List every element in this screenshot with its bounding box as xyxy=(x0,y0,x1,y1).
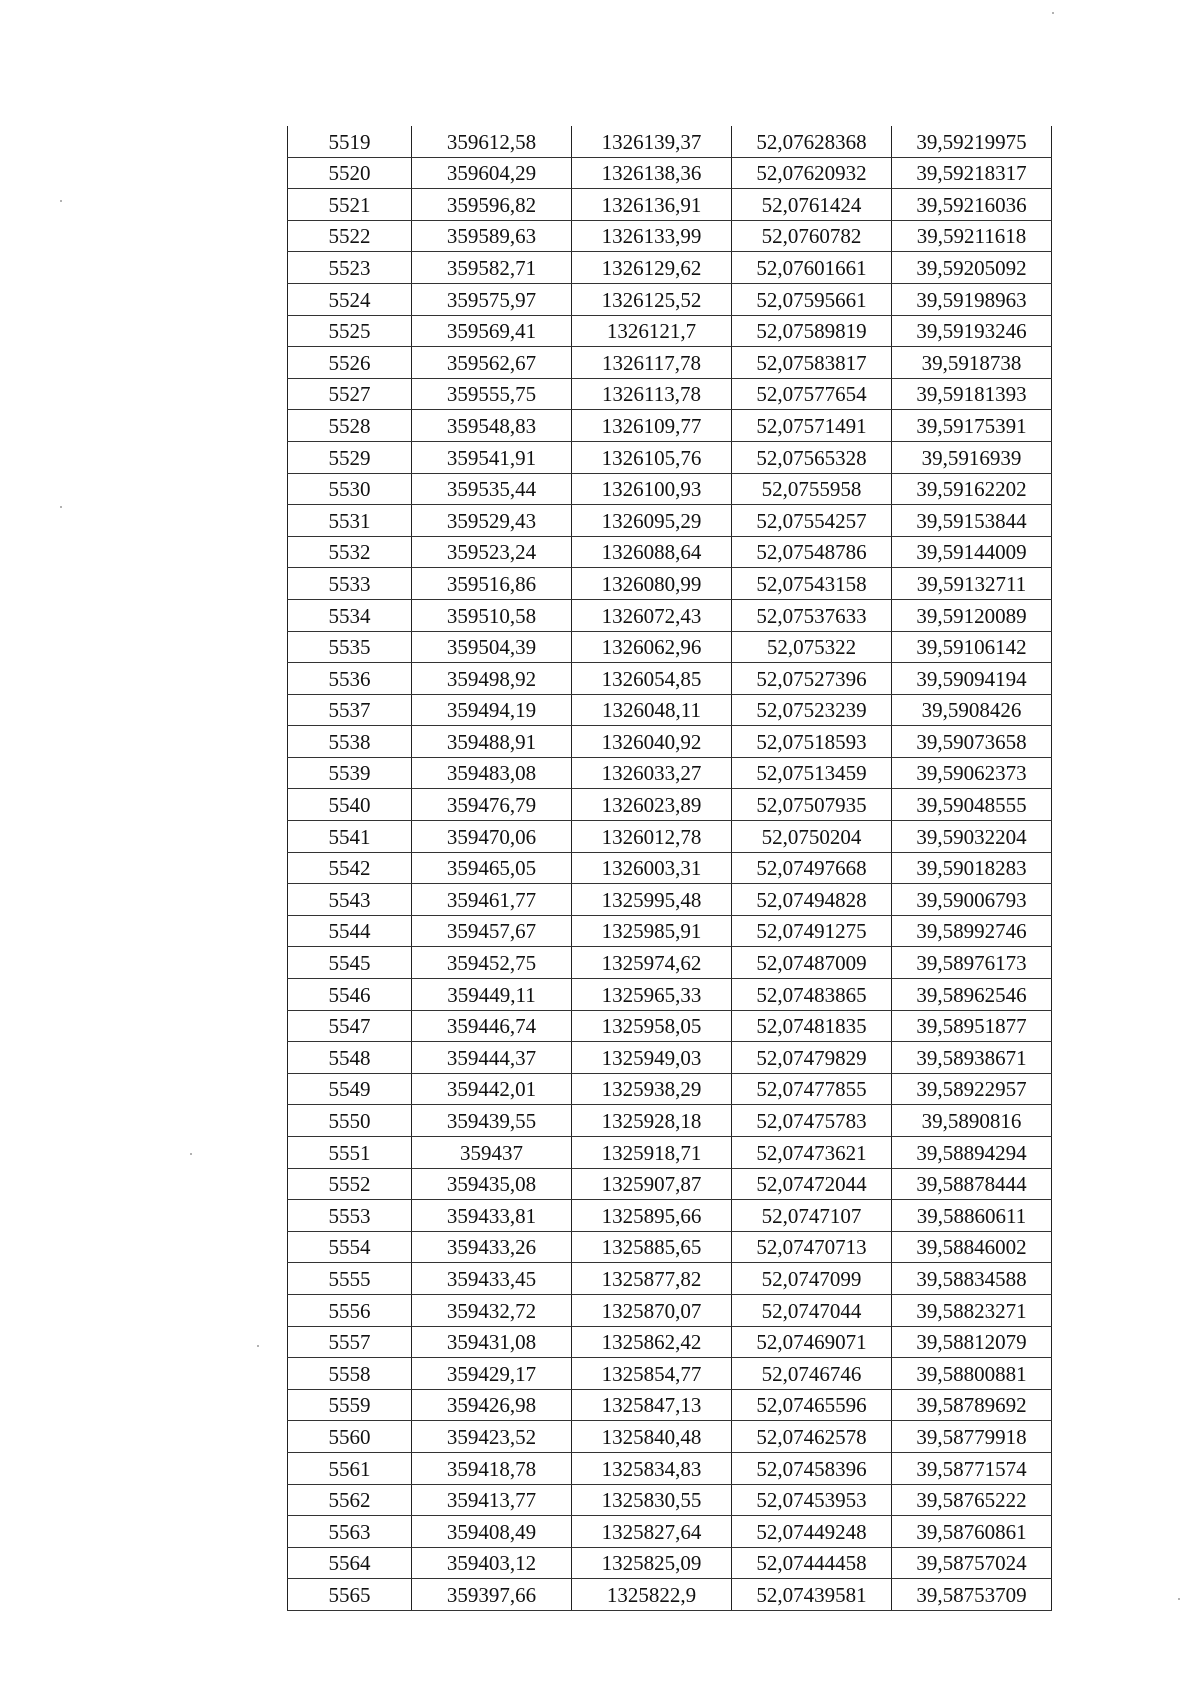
table-row xyxy=(288,505,1052,537)
point-number-cell: 5554 xyxy=(288,1231,412,1263)
table-row xyxy=(288,726,1052,758)
latitude-cell: 52,07475783 xyxy=(732,1105,892,1137)
y-coordinate-cell: 1325827,64 xyxy=(572,1516,732,1548)
point-number-cell: 5557 xyxy=(288,1326,412,1358)
latitude-cell: 52,07583817 xyxy=(732,347,892,379)
x-coordinate-cell: 359529,43 xyxy=(412,505,572,537)
latitude-cell: 52,07470713 xyxy=(732,1231,892,1263)
point-number-cell: 5560 xyxy=(288,1421,412,1453)
latitude-cell: 52,07537633 xyxy=(732,599,892,631)
longitude-cell: 39,59211618 xyxy=(892,220,1052,252)
y-coordinate-cell: 1325847,13 xyxy=(572,1389,732,1421)
x-coordinate-cell: 359461,77 xyxy=(412,884,572,916)
point-number-cell: 5536 xyxy=(288,663,412,695)
y-coordinate-cell: 1325918,71 xyxy=(572,1137,732,1169)
table-row xyxy=(288,1358,1052,1390)
longitude-cell: 39,59106142 xyxy=(892,631,1052,663)
point-number-cell: 5559 xyxy=(288,1389,412,1421)
latitude-cell: 52,0761424 xyxy=(732,189,892,221)
table-row xyxy=(288,1484,1052,1516)
latitude-cell: 52,07444458 xyxy=(732,1547,892,1579)
x-coordinate-cell: 359437 xyxy=(412,1137,572,1169)
y-coordinate-cell: 1326080,99 xyxy=(572,568,732,600)
latitude-cell: 52,075322 xyxy=(732,631,892,663)
x-coordinate-cell: 359498,92 xyxy=(412,663,572,695)
y-coordinate-cell: 1326033,27 xyxy=(572,757,732,789)
latitude-cell: 52,07465596 xyxy=(732,1389,892,1421)
point-number-cell: 5549 xyxy=(288,1073,412,1105)
y-coordinate-cell: 1325834,83 xyxy=(572,1452,732,1484)
table-row xyxy=(288,663,1052,695)
point-number-cell: 5524 xyxy=(288,283,412,315)
y-coordinate-cell: 1325885,65 xyxy=(572,1231,732,1263)
latitude-cell: 52,07527396 xyxy=(732,663,892,695)
x-coordinate-cell: 359433,26 xyxy=(412,1231,572,1263)
x-coordinate-cell: 359418,78 xyxy=(412,1452,572,1484)
longitude-cell: 39,59120089 xyxy=(892,599,1052,631)
longitude-cell: 39,5916939 xyxy=(892,441,1052,473)
latitude-cell: 52,07571491 xyxy=(732,410,892,442)
table-row xyxy=(288,852,1052,884)
point-number-cell: 5547 xyxy=(288,1010,412,1042)
x-coordinate-cell: 359476,79 xyxy=(412,789,572,821)
table-row xyxy=(288,1200,1052,1232)
table-row xyxy=(288,757,1052,789)
longitude-cell: 39,58760861 xyxy=(892,1516,1052,1548)
latitude-cell: 52,0755958 xyxy=(732,473,892,505)
x-coordinate-cell: 359589,63 xyxy=(412,220,572,252)
longitude-cell: 39,58878444 xyxy=(892,1168,1052,1200)
table-row xyxy=(288,536,1052,568)
x-coordinate-cell: 359435,08 xyxy=(412,1168,572,1200)
point-number-cell: 5565 xyxy=(288,1579,412,1611)
point-number-cell: 5553 xyxy=(288,1200,412,1232)
point-number-cell: 5519 xyxy=(288,126,412,157)
latitude-cell: 52,0747044 xyxy=(732,1294,892,1326)
longitude-cell: 39,59175391 xyxy=(892,410,1052,442)
y-coordinate-cell: 1326105,76 xyxy=(572,441,732,473)
table-row xyxy=(288,126,1052,157)
x-coordinate-cell: 359452,75 xyxy=(412,947,572,979)
latitude-cell: 52,07565328 xyxy=(732,441,892,473)
y-coordinate-cell: 1326109,77 xyxy=(572,410,732,442)
longitude-cell: 39,58992746 xyxy=(892,915,1052,947)
point-number-cell: 5542 xyxy=(288,852,412,884)
table-row xyxy=(288,378,1052,410)
x-coordinate-cell: 359444,37 xyxy=(412,1042,572,1074)
table-row xyxy=(288,1042,1052,1074)
x-coordinate-cell: 359541,91 xyxy=(412,441,572,473)
y-coordinate-cell: 1325928,18 xyxy=(572,1105,732,1137)
latitude-cell: 52,07497668 xyxy=(732,852,892,884)
scan-speck xyxy=(60,506,62,508)
y-coordinate-cell: 1325822,9 xyxy=(572,1579,732,1611)
x-coordinate-cell: 359432,72 xyxy=(412,1294,572,1326)
x-coordinate-cell: 359413,77 xyxy=(412,1484,572,1516)
x-coordinate-cell: 359516,86 xyxy=(412,568,572,600)
table-row xyxy=(288,884,1052,916)
point-number-cell: 5530 xyxy=(288,473,412,505)
point-number-cell: 5551 xyxy=(288,1137,412,1169)
point-number-cell: 5525 xyxy=(288,315,412,347)
longitude-cell: 39,58753709 xyxy=(892,1579,1052,1611)
y-coordinate-cell: 1326003,31 xyxy=(572,852,732,884)
x-coordinate-cell: 359535,44 xyxy=(412,473,572,505)
x-coordinate-cell: 359446,74 xyxy=(412,1010,572,1042)
table-row xyxy=(288,347,1052,379)
latitude-cell: 52,07589819 xyxy=(732,315,892,347)
longitude-cell: 39,59198963 xyxy=(892,283,1052,315)
point-number-cell: 5548 xyxy=(288,1042,412,1074)
longitude-cell: 39,58976173 xyxy=(892,947,1052,979)
longitude-cell: 39,59048555 xyxy=(892,789,1052,821)
point-number-cell: 5523 xyxy=(288,252,412,284)
longitude-cell: 39,58765222 xyxy=(892,1484,1052,1516)
scan-speck xyxy=(257,1345,259,1347)
y-coordinate-cell: 1326136,91 xyxy=(572,189,732,221)
longitude-cell: 39,59032204 xyxy=(892,821,1052,853)
point-number-cell: 5526 xyxy=(288,347,412,379)
table-row xyxy=(288,252,1052,284)
scan-speck xyxy=(1178,1598,1180,1600)
table-row xyxy=(288,979,1052,1011)
x-coordinate-cell: 359449,11 xyxy=(412,979,572,1011)
longitude-cell: 39,59219975 xyxy=(892,126,1052,157)
latitude-cell: 52,07473621 xyxy=(732,1137,892,1169)
longitude-cell: 39,59162202 xyxy=(892,473,1052,505)
longitude-cell: 39,59216036 xyxy=(892,189,1052,221)
y-coordinate-cell: 1325995,48 xyxy=(572,884,732,916)
longitude-cell: 39,59181393 xyxy=(892,378,1052,410)
point-number-cell: 5544 xyxy=(288,915,412,947)
latitude-cell: 52,0747099 xyxy=(732,1263,892,1295)
x-coordinate-cell: 359457,67 xyxy=(412,915,572,947)
x-coordinate-cell: 359397,66 xyxy=(412,1579,572,1611)
table-row xyxy=(288,283,1052,315)
longitude-cell: 39,58779918 xyxy=(892,1421,1052,1453)
x-coordinate-cell: 359426,98 xyxy=(412,1389,572,1421)
y-coordinate-cell: 1325907,87 xyxy=(572,1168,732,1200)
latitude-cell: 52,0747107 xyxy=(732,1200,892,1232)
latitude-cell: 52,07628368 xyxy=(732,126,892,157)
table-row xyxy=(288,694,1052,726)
scan-speck xyxy=(190,1153,192,1155)
x-coordinate-cell: 359488,91 xyxy=(412,726,572,758)
longitude-cell: 39,59062373 xyxy=(892,757,1052,789)
table-row xyxy=(288,599,1052,631)
y-coordinate-cell: 1325949,03 xyxy=(572,1042,732,1074)
longitude-cell: 39,58962546 xyxy=(892,979,1052,1011)
x-coordinate-cell: 359494,19 xyxy=(412,694,572,726)
longitude-cell: 39,58860611 xyxy=(892,1200,1052,1232)
latitude-cell: 52,07472044 xyxy=(732,1168,892,1200)
scan-speck xyxy=(60,200,62,202)
longitude-cell: 39,59094194 xyxy=(892,663,1052,695)
x-coordinate-cell: 359403,12 xyxy=(412,1547,572,1579)
point-number-cell: 5534 xyxy=(288,599,412,631)
longitude-cell: 39,58800881 xyxy=(892,1358,1052,1390)
table-row xyxy=(288,1137,1052,1169)
table-row xyxy=(288,315,1052,347)
point-number-cell: 5527 xyxy=(288,378,412,410)
y-coordinate-cell: 1325985,91 xyxy=(572,915,732,947)
longitude-cell: 39,59073658 xyxy=(892,726,1052,758)
table-row xyxy=(288,220,1052,252)
longitude-cell: 39,58951877 xyxy=(892,1010,1052,1042)
latitude-cell: 52,07483865 xyxy=(732,979,892,1011)
latitude-cell: 52,07439581 xyxy=(732,1579,892,1611)
y-coordinate-cell: 1325895,66 xyxy=(572,1200,732,1232)
y-coordinate-cell: 1325938,29 xyxy=(572,1073,732,1105)
longitude-cell: 39,59006793 xyxy=(892,884,1052,916)
point-number-cell: 5546 xyxy=(288,979,412,1011)
longitude-cell: 39,58894294 xyxy=(892,1137,1052,1169)
longitude-cell: 39,59144009 xyxy=(892,536,1052,568)
point-number-cell: 5562 xyxy=(288,1484,412,1516)
y-coordinate-cell: 1326117,78 xyxy=(572,347,732,379)
x-coordinate-cell: 359582,71 xyxy=(412,252,572,284)
longitude-cell: 39,59018283 xyxy=(892,852,1052,884)
x-coordinate-cell: 359429,17 xyxy=(412,1358,572,1390)
x-coordinate-cell: 359433,45 xyxy=(412,1263,572,1295)
point-number-cell: 5563 xyxy=(288,1516,412,1548)
x-coordinate-cell: 359423,52 xyxy=(412,1421,572,1453)
y-coordinate-cell: 1325974,62 xyxy=(572,947,732,979)
table-row xyxy=(288,473,1052,505)
point-number-cell: 5535 xyxy=(288,631,412,663)
table-row xyxy=(288,1073,1052,1105)
y-coordinate-cell: 1326023,89 xyxy=(572,789,732,821)
latitude-cell: 52,07518593 xyxy=(732,726,892,758)
latitude-cell: 52,0750204 xyxy=(732,821,892,853)
x-coordinate-cell: 359433,81 xyxy=(412,1200,572,1232)
latitude-cell: 52,07548786 xyxy=(732,536,892,568)
point-number-cell: 5550 xyxy=(288,1105,412,1137)
latitude-cell: 52,07620932 xyxy=(732,157,892,189)
x-coordinate-cell: 359548,83 xyxy=(412,410,572,442)
table-row xyxy=(288,1452,1052,1484)
y-coordinate-cell: 1326133,99 xyxy=(572,220,732,252)
x-coordinate-cell: 359569,41 xyxy=(412,315,572,347)
latitude-cell: 52,07469071 xyxy=(732,1326,892,1358)
table-row xyxy=(288,1010,1052,1042)
y-coordinate-cell: 1326121,7 xyxy=(572,315,732,347)
y-coordinate-cell: 1326072,43 xyxy=(572,599,732,631)
point-number-cell: 5543 xyxy=(288,884,412,916)
table-row xyxy=(288,947,1052,979)
latitude-cell: 52,0760782 xyxy=(732,220,892,252)
table-row xyxy=(288,1326,1052,1358)
point-number-cell: 5541 xyxy=(288,821,412,853)
point-number-cell: 5538 xyxy=(288,726,412,758)
longitude-cell: 39,5890816 xyxy=(892,1105,1052,1137)
y-coordinate-cell: 1326012,78 xyxy=(572,821,732,853)
latitude-cell: 52,07554257 xyxy=(732,505,892,537)
longitude-cell: 39,58789692 xyxy=(892,1389,1052,1421)
point-number-cell: 5533 xyxy=(288,568,412,600)
longitude-cell: 39,58846002 xyxy=(892,1231,1052,1263)
y-coordinate-cell: 1326113,78 xyxy=(572,378,732,410)
x-coordinate-cell: 359575,97 xyxy=(412,283,572,315)
latitude-cell: 52,07601661 xyxy=(732,252,892,284)
point-number-cell: 5561 xyxy=(288,1452,412,1484)
x-coordinate-cell: 359562,67 xyxy=(412,347,572,379)
y-coordinate-cell: 1325965,33 xyxy=(572,979,732,1011)
table-row xyxy=(288,410,1052,442)
scan-speck xyxy=(1052,12,1054,14)
y-coordinate-cell: 1326125,52 xyxy=(572,283,732,315)
longitude-cell: 39,58834588 xyxy=(892,1263,1052,1295)
point-number-cell: 5531 xyxy=(288,505,412,537)
longitude-cell: 39,58823271 xyxy=(892,1294,1052,1326)
point-number-cell: 5522 xyxy=(288,220,412,252)
y-coordinate-cell: 1325825,09 xyxy=(572,1547,732,1579)
y-coordinate-cell: 1325958,05 xyxy=(572,1010,732,1042)
x-coordinate-cell: 359442,01 xyxy=(412,1073,572,1105)
table-row xyxy=(288,915,1052,947)
point-number-cell: 5537 xyxy=(288,694,412,726)
point-number-cell: 5545 xyxy=(288,947,412,979)
y-coordinate-cell: 1326129,62 xyxy=(572,252,732,284)
x-coordinate-cell: 359408,49 xyxy=(412,1516,572,1548)
latitude-cell: 52,07453953 xyxy=(732,1484,892,1516)
longitude-cell: 39,59153844 xyxy=(892,505,1052,537)
table-row xyxy=(288,1421,1052,1453)
x-coordinate-cell: 359504,39 xyxy=(412,631,572,663)
y-coordinate-cell: 1326054,85 xyxy=(572,663,732,695)
point-number-cell: 5564 xyxy=(288,1547,412,1579)
table-row xyxy=(288,631,1052,663)
y-coordinate-cell: 1326138,36 xyxy=(572,157,732,189)
latitude-cell: 52,07491275 xyxy=(732,915,892,947)
latitude-cell: 52,07543158 xyxy=(732,568,892,600)
table-row xyxy=(288,1231,1052,1263)
longitude-cell: 39,59218317 xyxy=(892,157,1052,189)
latitude-cell: 52,07523239 xyxy=(732,694,892,726)
latitude-cell: 52,0746746 xyxy=(732,1358,892,1390)
x-coordinate-cell: 359555,75 xyxy=(412,378,572,410)
x-coordinate-cell: 359510,58 xyxy=(412,599,572,631)
y-coordinate-cell: 1325862,42 xyxy=(572,1326,732,1358)
x-coordinate-cell: 359596,82 xyxy=(412,189,572,221)
longitude-cell: 39,5918738 xyxy=(892,347,1052,379)
table-row xyxy=(288,1389,1052,1421)
point-number-cell: 5520 xyxy=(288,157,412,189)
table-row xyxy=(288,1516,1052,1548)
y-coordinate-cell: 1326095,29 xyxy=(572,505,732,537)
longitude-cell: 39,5908426 xyxy=(892,694,1052,726)
longitude-cell: 39,58938671 xyxy=(892,1042,1052,1074)
table-row xyxy=(288,1579,1052,1611)
point-number-cell: 5552 xyxy=(288,1168,412,1200)
longitude-cell: 39,59193246 xyxy=(892,315,1052,347)
table-row xyxy=(288,821,1052,853)
latitude-cell: 52,07449248 xyxy=(732,1516,892,1548)
y-coordinate-cell: 1326062,96 xyxy=(572,631,732,663)
latitude-cell: 52,07479829 xyxy=(732,1042,892,1074)
longitude-cell: 39,58771574 xyxy=(892,1452,1052,1484)
table-row xyxy=(288,568,1052,600)
longitude-cell: 39,59132711 xyxy=(892,568,1052,600)
y-coordinate-cell: 1326088,64 xyxy=(572,536,732,568)
x-coordinate-cell: 359470,06 xyxy=(412,821,572,853)
longitude-cell: 39,58812079 xyxy=(892,1326,1052,1358)
longitude-cell: 39,59205092 xyxy=(892,252,1052,284)
point-number-cell: 5555 xyxy=(288,1263,412,1295)
y-coordinate-cell: 1325870,07 xyxy=(572,1294,732,1326)
point-number-cell: 5539 xyxy=(288,757,412,789)
x-coordinate-cell: 359604,29 xyxy=(412,157,572,189)
x-coordinate-cell: 359465,05 xyxy=(412,852,572,884)
y-coordinate-cell: 1326139,37 xyxy=(572,126,732,157)
coordinates-table xyxy=(287,126,1052,1611)
table-row xyxy=(288,1547,1052,1579)
longitude-cell: 39,58757024 xyxy=(892,1547,1052,1579)
y-coordinate-cell: 1325830,55 xyxy=(572,1484,732,1516)
longitude-cell: 39,58922957 xyxy=(892,1073,1052,1105)
y-coordinate-cell: 1326100,93 xyxy=(572,473,732,505)
latitude-cell: 52,07595661 xyxy=(732,283,892,315)
latitude-cell: 52,07507935 xyxy=(732,789,892,821)
latitude-cell: 52,07513459 xyxy=(732,757,892,789)
table-row xyxy=(288,189,1052,221)
latitude-cell: 52,07458396 xyxy=(732,1452,892,1484)
latitude-cell: 52,07477855 xyxy=(732,1073,892,1105)
table-row xyxy=(288,1168,1052,1200)
table-row xyxy=(288,1294,1052,1326)
point-number-cell: 5556 xyxy=(288,1294,412,1326)
y-coordinate-cell: 1325840,48 xyxy=(572,1421,732,1453)
point-number-cell: 5558 xyxy=(288,1358,412,1390)
table-row xyxy=(288,789,1052,821)
point-number-cell: 5532 xyxy=(288,536,412,568)
x-coordinate-cell: 359431,08 xyxy=(412,1326,572,1358)
y-coordinate-cell: 1326040,92 xyxy=(572,726,732,758)
point-number-cell: 5528 xyxy=(288,410,412,442)
point-number-cell: 5540 xyxy=(288,789,412,821)
y-coordinate-cell: 1325854,77 xyxy=(572,1358,732,1390)
x-coordinate-cell: 359483,08 xyxy=(412,757,572,789)
table-row xyxy=(288,1263,1052,1295)
table-row xyxy=(288,441,1052,473)
x-coordinate-cell: 359439,55 xyxy=(412,1105,572,1137)
y-coordinate-cell: 1325877,82 xyxy=(572,1263,732,1295)
latitude-cell: 52,07487009 xyxy=(732,947,892,979)
x-coordinate-cell: 359612,58 xyxy=(412,126,572,157)
table-row xyxy=(288,157,1052,189)
point-number-cell: 5521 xyxy=(288,189,412,221)
x-coordinate-cell: 359523,24 xyxy=(412,536,572,568)
latitude-cell: 52,07577654 xyxy=(732,378,892,410)
table-row xyxy=(288,1105,1052,1137)
point-number-cell: 5529 xyxy=(288,441,412,473)
latitude-cell: 52,07481835 xyxy=(732,1010,892,1042)
latitude-cell: 52,07494828 xyxy=(732,884,892,916)
latitude-cell: 52,07462578 xyxy=(732,1421,892,1453)
coordinates-table-body xyxy=(288,126,1052,1610)
y-coordinate-cell: 1326048,11 xyxy=(572,694,732,726)
